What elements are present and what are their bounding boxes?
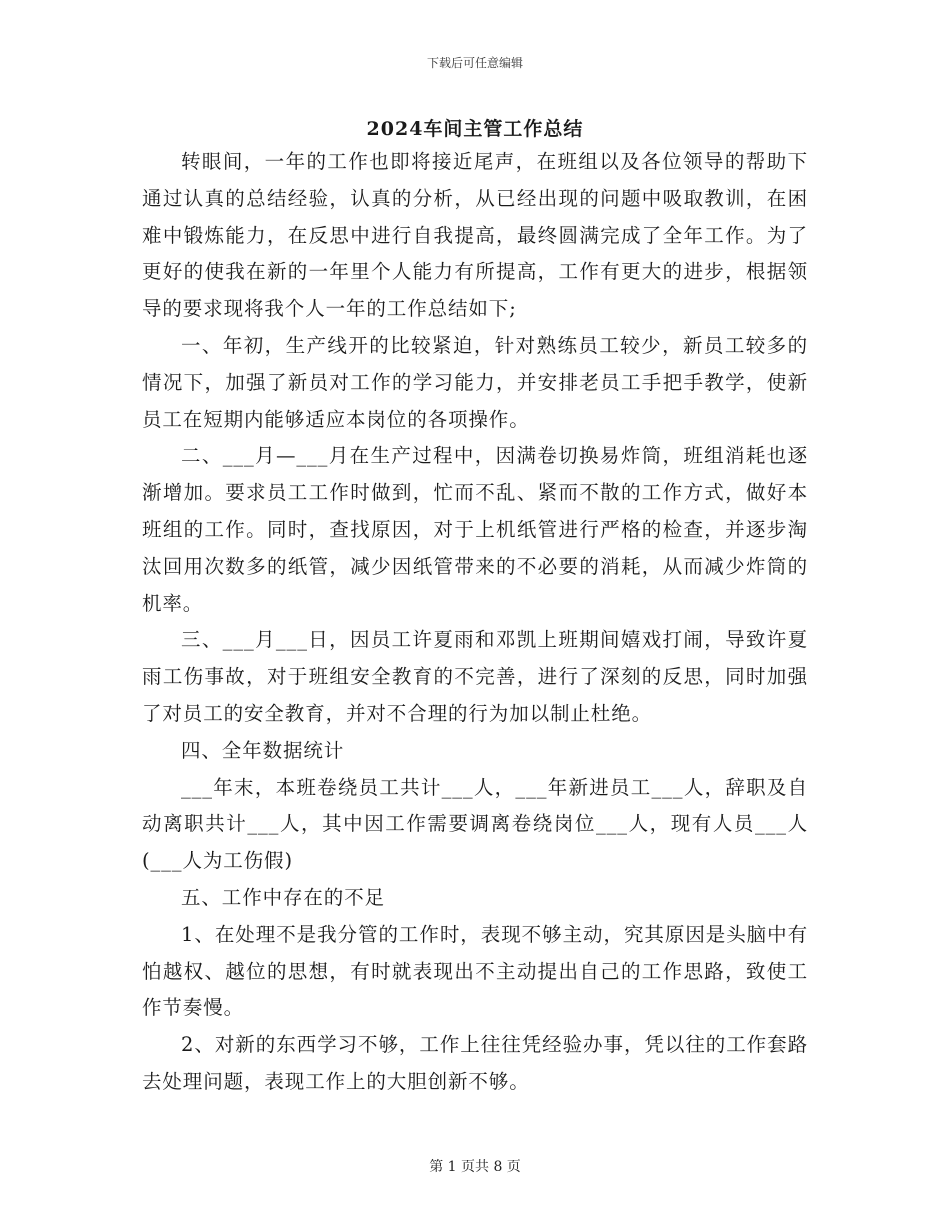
heading-section-4: 四、全年数据统计: [181, 738, 345, 762]
paragraph-section-1: 一、年初，生产线开的比较紧迫，针对熟练员工较少，新员工较多的情况下，加强了新员对工作的学习能力，并安排老员工手把手教学，使新员工在短期内能够适应本岗位的各项操作。: [142, 333, 808, 431]
page-footer: 第 1 页共 8 页: [429, 1159, 521, 1175]
document-body: [142, 144, 808, 1101]
document-title: 2024车间主管工作总结: [366, 118, 584, 140]
heading-section-5: 五、工作中存在的不足: [181, 885, 386, 909]
paragraph-shortcoming-2: 2、对新的东西学习不够，工作上往往凭经验办事，凭以往的工作套路去处理问题，表现工作上的大胆创新不够。: [142, 1033, 808, 1093]
paragraph-section-4: ___年末，本班卷绕员工共计___人，___年新进员工___人，辞职及自动离职共计___人，其中因工作需要调离卷绕岗位___人，现有人员___人(___人为工伤假): [142, 775, 808, 873]
paragraph-intro: 转眼间，一年的工作也即将接近尾声，在班组以及各位领导的帮助下通过认真的总结经验，认真的分析，从已经出现的问题中吸取教训，在困难中锻炼能力，在反思中进行自我提高，最终圆满完成了全年工作。为了更好的使我在新的一年里个人能力有所提高，工作有更大的进步，根据领导的要求现将我个人一年的工作总结如下;: [142, 150, 808, 321]
paragraph-shortcoming-1: 1、在处理不是我分管的工作时，表现不够主动，究其原因是头脑中有怕越权、越位的思想，有时就表现出不主动提出自己的工作思路，致使工作节奏慢。: [142, 922, 808, 1020]
header-note: 下载后可任意编辑: [426, 56, 523, 70]
paragraph-section-2: 二、___月—___月在生产过程中，因满卷切换易炸筒，班组消耗也逐渐增加。要求员工工作时做到，忙而不乱、紧而不散的工作方式，做好本班组的工作。同时，查找原因，对于上机纸管进行严格的检查，并逐步淘汰回用次数多的纸管，减少因纸管带来的不必要的消耗，从而减少炸筒的机率。: [142, 444, 808, 615]
paragraph-section-3: 三、___月___日，因员工许夏雨和邓凯上班期间嬉戏打闹，导致许夏雨工伤事故，对于班组安全教育的不完善，进行了深刻的反思，同时加强了对员工的安全教育，并对不合理的行为加以制止杜绝。: [142, 628, 808, 725]
